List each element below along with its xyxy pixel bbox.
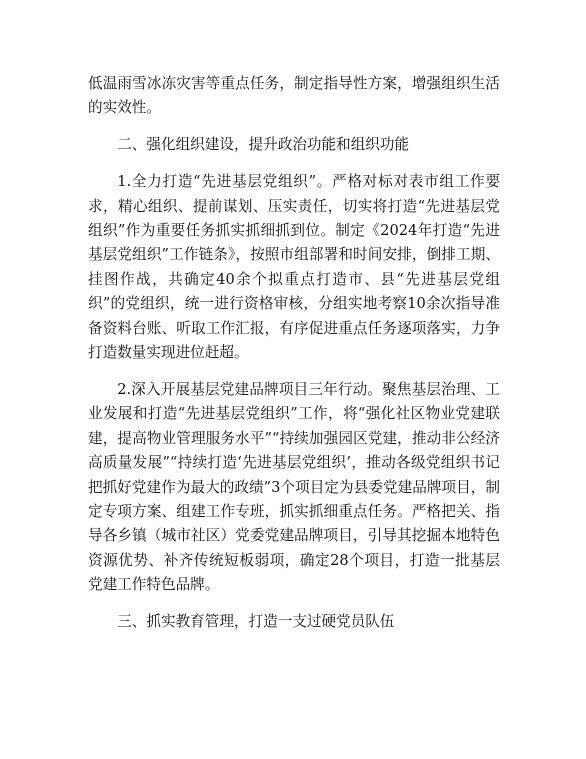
section-heading-3: 三、抓实教育管理，打造一支过硬党员队伍 — [117, 613, 395, 631]
document-body — [88, 72, 500, 647]
section-heading-2: 二、强化组织建设，提升政治功能和组织功能 — [117, 136, 410, 154]
paragraph-party-brand-project: 2.深入开展基层党建品牌项目三年行动。聚焦基层治理、工业发展和打造“先进基层党组织”工作，将“强化社区物业党建联建，提高物业管理服务水平”“持续加强园区党建，推动非公经济高质量发展”“持续打造‘先进基层党组织’，推动各级党组织书记把抓好党建作为最大的政绩”3个项目定为县委党建品牌项目，制定专项方案、组建工作专班，抓实抓细重点任务。严格把关、指导各乡镇（城市社区）党委党建品牌项目，引导其挖掘本地特色资源优势、补齐传统短板弱项，确定28个项目，打造一批基层党建工作特色品牌。 — [88, 380, 500, 594]
paragraph-continued: 低温雨雪冰冻灾害等重点任务，制定指导性方案，增强组织生活的实效性。 — [88, 75, 500, 117]
paragraph-advanced-party-organization: 1.全力打造“先进基层党组织”。严格对标对表市组工作要求，精心组织、提前谋划、压实责任，切实将打造“先进基层党组织”作为重要任务抓实抓细抓到位。制定《2024年打造“先进基层党组织”工作链条》，按照市组部署和时间安排，倒排工期、挂图作战，共确定40余个拟重点打造市、县“先进基层党组织”的党组织，统一进行资格审核，分组实地考察10余次指导准备资料台账、听取工作汇报，有序促进重点任务逐项落实，力争打造数量实现进位赶超。 — [88, 173, 500, 362]
